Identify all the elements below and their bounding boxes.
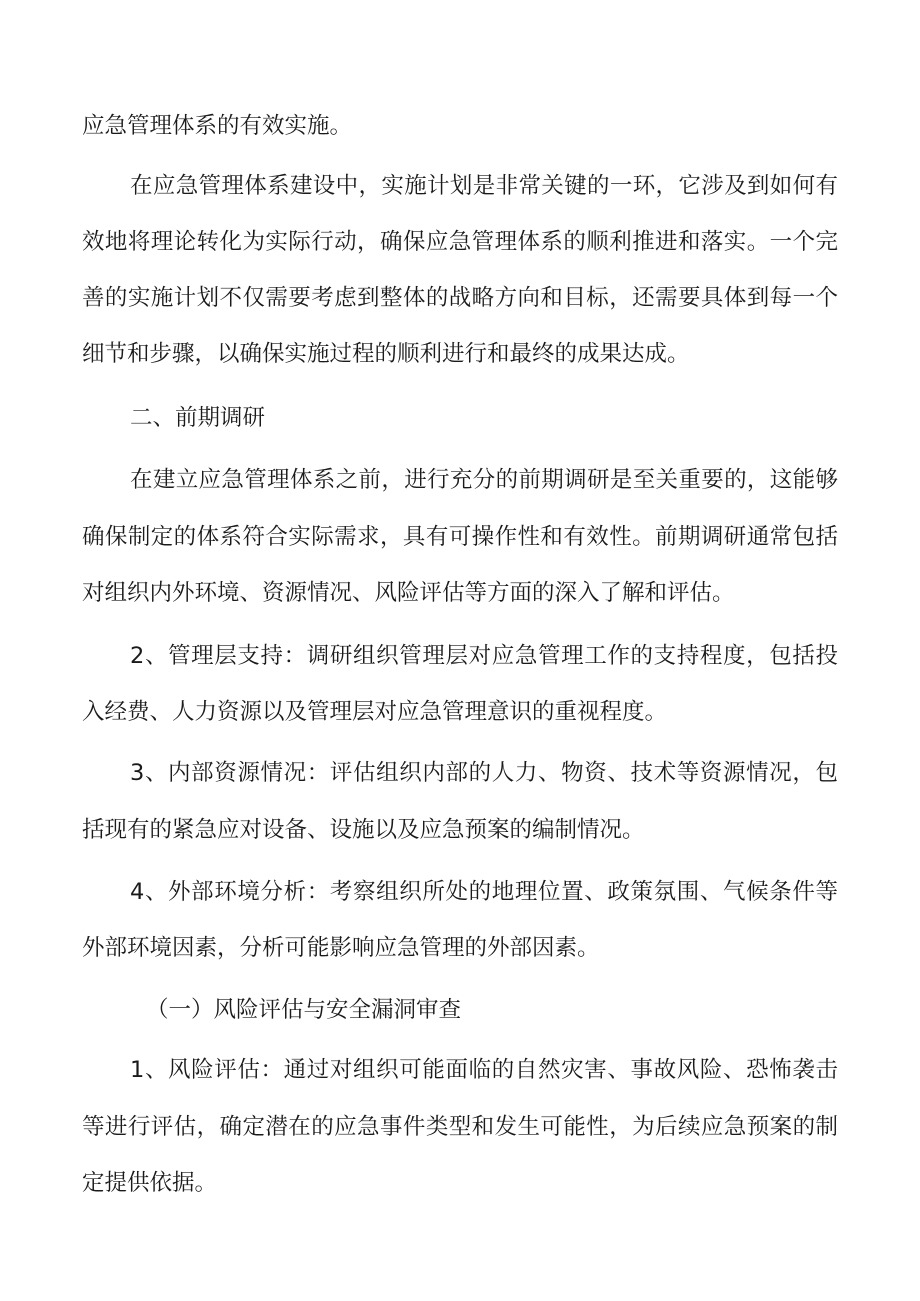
paragraph-implementation-line-1: 在应急管理体系建设中，实施计划是非常关键的一环，它涉及到如何有 — [130, 173, 838, 199]
item-risk-assessment-line-2: 等进行评估，确定潜在的应急事件类型和发生可能性，为后续应急预案的制 — [82, 1114, 838, 1140]
subsection-heading-risk-assessment: （一）风险评估与安全漏洞审查 — [146, 997, 462, 1023]
item-internal-resources-line-2: 括现有的紧急应对设备、设施以及应急预案的编制情况。 — [82, 817, 645, 843]
item-internal-resources-line-1: 3、内部资源情况：评估组织内部的人力、物资、技术等资源情况，包 — [130, 760, 838, 786]
item-management-support-line-2: 入经费、人力资源以及管理层对应急管理意识的重视程度。 — [82, 699, 668, 725]
paragraph-implementation-line-4: 细节和步骤，以确保实施过程的顺利进行和最终的成果达成。 — [82, 341, 690, 367]
section-heading-preliminary-research: 二、前期调研 — [130, 405, 266, 431]
item-management-support-line-1: 2、管理层支持：调研组织管理层对应急管理工作的支持程度，包括投 — [130, 643, 838, 669]
paragraph-implementation-line-2: 效地将理论转化为实际行动，确保应急管理体系的顺利推进和落实。一个完 — [82, 229, 838, 255]
paragraph-research-line-2: 确保制定的体系符合实际需求，具有可操作性和有效性。前期调研通常包括 — [82, 524, 838, 550]
item-risk-assessment-line-3: 定提供依据。 — [82, 1170, 218, 1196]
item-external-environment-line-2: 外部环境因素，分析可能影响应急管理的外部因素。 — [82, 935, 600, 961]
item-risk-assessment-line-1: 1、风险评估：通过对组织可能面临的自然灾害、事故风险、恐怖袭击 — [130, 1057, 838, 1083]
paragraph-research-line-1: 在建立应急管理体系之前，进行充分的前期调研是至关重要的，这能够 — [130, 467, 838, 493]
paragraph-research-line-3: 对组织内外环境、资源情况、风险评估等方面的深入了解和评估。 — [82, 580, 735, 606]
paragraph-implementation-line-3: 善的实施计划不仅需要考虑到整体的战略方向和目标，还需要具体到每一个 — [82, 285, 838, 311]
item-external-environment-line-1: 4、外部环境分析：考察组织所处的地理位置、政策氛围、气候条件等 — [130, 879, 838, 905]
paragraph-continuation-line: 应急管理体系的有效实施。 — [82, 113, 353, 139]
